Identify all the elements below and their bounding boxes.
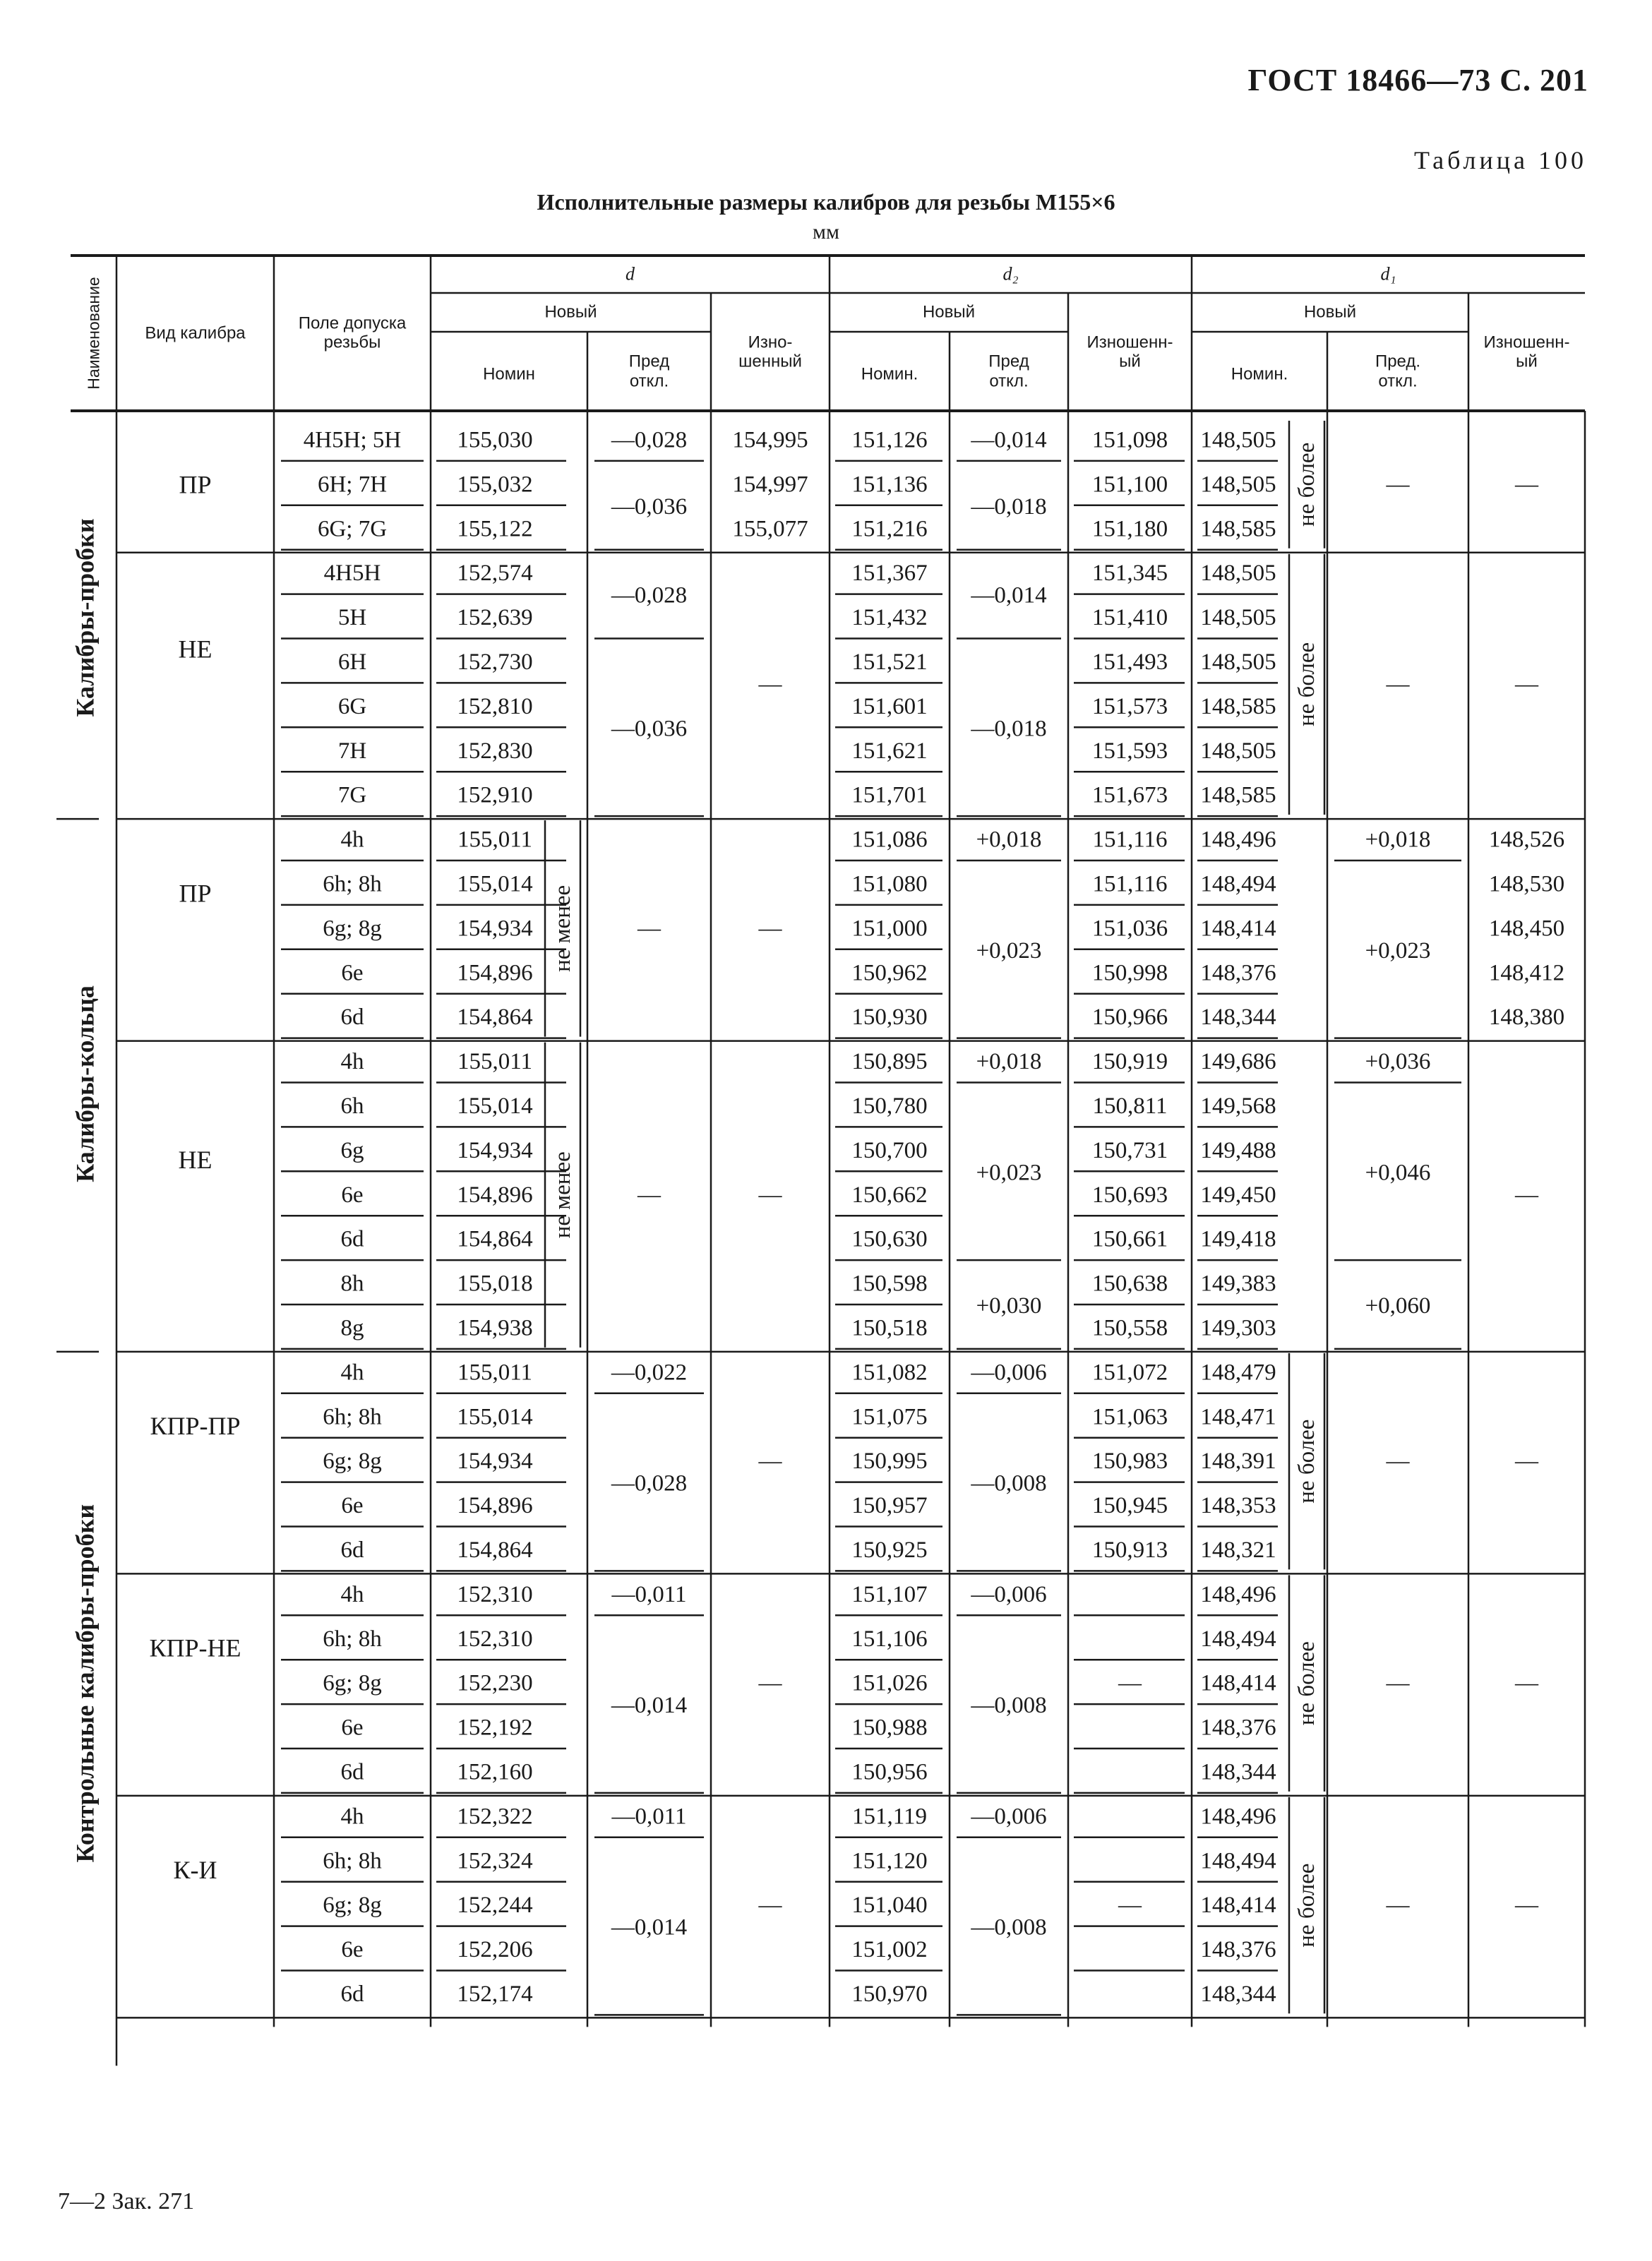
merged-cell-ddev: —0,036: [611, 493, 688, 520]
merged-cell-d2dev: +0,030: [976, 1293, 1042, 1319]
column-header-name: Наименование: [84, 277, 103, 390]
merged-cell-d2dev: —0,014: [971, 582, 1047, 608]
d2-worn-cell: 150,983: [1091, 1449, 1168, 1475]
merged-cell-dw: 154,997: [732, 472, 808, 498]
merged-cell-d2dev: —0,008: [971, 1693, 1047, 1719]
d2-nominal-cell: 151,106: [851, 1626, 928, 1652]
column-header-tolerance: резьбы: [323, 332, 381, 352]
merged-cell-ddev: —0,011: [611, 1804, 687, 1830]
merged-cell-dw: 155,077: [732, 516, 808, 542]
column-header-tolerance: Поле допуска: [298, 313, 407, 333]
column-header-worn: Изношенн-: [1483, 332, 1570, 352]
d1-nominal-cell: 148,344: [1200, 1981, 1276, 2007]
d-nominal-cell: 152,574: [457, 560, 533, 587]
tolerance-cell: 4h: [340, 1581, 364, 1607]
merged-cell-d1dev: +0,018: [1365, 827, 1431, 853]
column-header-d2: d₂: [1002, 263, 1019, 284]
tolerance-cell: 6G: [337, 693, 367, 719]
tolerance-cell: 7H: [337, 738, 367, 764]
d2-nominal-cell: 151,432: [851, 605, 928, 631]
d-nominal-cell: 154,896: [457, 1182, 533, 1208]
merged-cell-d2dev: —0,008: [971, 1470, 1047, 1497]
tolerance-cell: 4H5H: [323, 560, 381, 587]
column-header-new: Новый: [922, 302, 976, 322]
gauge-kind-label: НЕ: [178, 635, 213, 664]
tolerance-cell: 6g; 8g: [323, 916, 382, 942]
d2-worn-cell: 150,966: [1091, 1004, 1168, 1031]
d2-nominal-cell: 151,216: [851, 516, 928, 542]
side-note-nb: не более: [1294, 642, 1319, 726]
d2-worn-cell: 150,998: [1091, 960, 1168, 986]
tolerance-cell: 6g; 8g: [323, 1893, 382, 1919]
d2-worn-cell: 150,913: [1091, 1537, 1168, 1563]
merged-cell-d1dev: +0,060: [1365, 1293, 1431, 1319]
d2-nominal-cell: 151,082: [851, 1360, 928, 1386]
d-nominal-cell: 154,896: [457, 960, 533, 986]
d2-nominal-cell: 150,962: [851, 960, 928, 986]
d-nominal-cell: 154,864: [457, 1537, 533, 1563]
column-header-nominal: Номин.: [861, 364, 918, 384]
d1-nominal-cell: 148,505: [1200, 605, 1276, 631]
column-header-worn: ый: [1119, 352, 1141, 371]
gauge-kind-label: НЕ: [178, 1145, 213, 1174]
d1-nominal-cell: 149,383: [1200, 1271, 1276, 1297]
gauge-kind-label: КПР-НЕ: [149, 1633, 241, 1662]
tolerance-cell: 6d: [340, 1537, 364, 1563]
tolerance-cell: 6h; 8h: [323, 871, 382, 897]
tolerance-cell: 5H: [337, 605, 367, 631]
merged-cell-ddev: —0,022: [611, 1360, 688, 1386]
column-header-new: Новый: [1303, 302, 1357, 322]
gauge-group-label: Калибры-кольца: [71, 985, 100, 1182]
merged-cell-d2dev: +0,018: [976, 827, 1042, 853]
d2-nominal-cell: 151,026: [851, 1670, 928, 1696]
column-header-d1: d₁: [1380, 263, 1396, 284]
d1-nominal-cell: 148,391: [1200, 1449, 1276, 1475]
tolerance-cell: 6g; 8g: [323, 1670, 382, 1696]
column-header-deviation: Пред.: [1375, 352, 1421, 371]
tolerance-cell: 6g; 8g: [323, 1449, 382, 1475]
d-nominal-cell: 152,324: [457, 1848, 533, 1874]
tolerance-cell: 8h: [340, 1271, 364, 1297]
merged-cell-ddev: —: [638, 1182, 661, 1208]
tolerance-cell: 8g: [340, 1315, 364, 1341]
page-footer: 7—2 Зак. 271: [58, 2188, 195, 2214]
d-nominal-cell: 154,938: [457, 1315, 533, 1341]
d2-nominal-cell: 151,136: [851, 472, 928, 498]
d1-nominal-cell: 148,496: [1200, 1804, 1276, 1830]
tolerance-cell: 6G; 7G: [317, 516, 388, 542]
d-nominal-cell: 152,322: [457, 1804, 533, 1830]
merged-cell-dw: —: [758, 1670, 782, 1696]
tolerance-cell: 6H; 7H: [317, 472, 388, 498]
d1-nominal-cell: 148,505: [1200, 738, 1276, 764]
d2-worn-cell: 151,116: [1092, 827, 1168, 853]
d1-nominal-cell: 148,585: [1200, 693, 1276, 719]
column-header-worn: Изношенн-: [1087, 332, 1173, 352]
d-nominal-cell: 152,639: [457, 605, 533, 631]
d-nominal-cell: 154,864: [457, 1004, 533, 1031]
merged-cell-ddev: —0,036: [611, 716, 688, 742]
merged-cell-d1w: —: [1515, 472, 1538, 498]
d-nominal-cell: 155,018: [457, 1271, 533, 1297]
d2-worn-cell: 150,945: [1091, 1493, 1168, 1519]
d-nominal-cell: 152,174: [457, 1981, 533, 2007]
d2-nominal-cell: 150,662: [851, 1182, 928, 1208]
d2-nominal-cell: 151,075: [851, 1404, 928, 1430]
d2-nominal-cell: 150,598: [851, 1271, 928, 1297]
gauge-group-label: Калибры-пробки: [71, 518, 100, 717]
d-nominal-cell: 152,830: [457, 738, 533, 764]
d1-nominal-cell: 148,376: [1200, 1715, 1276, 1741]
merged-cell-d1dev: +0,046: [1365, 1160, 1431, 1186]
d1-worn-cell: 148,530: [1488, 871, 1565, 897]
d-nominal-cell: 155,011: [457, 827, 533, 853]
merged-cell-ddev: —0,028: [611, 1470, 688, 1497]
d1-nominal-cell: 148,505: [1200, 560, 1276, 587]
d2-nominal-cell: 151,521: [851, 649, 928, 675]
d2-worn-cell: 151,410: [1091, 605, 1168, 631]
d-nominal-cell: 154,934: [457, 1137, 533, 1163]
merged-cell-d1w: —: [1515, 1449, 1538, 1475]
d1-nominal-cell: 148,414: [1200, 916, 1276, 942]
tolerance-cell: 6e: [341, 1182, 364, 1208]
document-id: ГОСТ 18466—73 С. 201: [1247, 63, 1588, 97]
d2-worn-cell: 150,693: [1091, 1182, 1168, 1208]
d2-worn-cell: 150,731: [1091, 1137, 1168, 1163]
d1-nominal-cell: 148,344: [1200, 1004, 1276, 1031]
d-nominal-cell: 155,014: [457, 871, 533, 897]
d-nominal-cell: 152,192: [457, 1715, 533, 1741]
d1-nominal-cell: 148,505: [1200, 472, 1276, 498]
merged-cell-d1dev: —: [1386, 472, 1410, 498]
side-note-nb: не более: [1294, 1419, 1319, 1504]
d2-worn-cell: 150,638: [1091, 1271, 1168, 1297]
tolerance-cell: 6g: [340, 1137, 364, 1163]
d2-nominal-cell: 150,970: [851, 1981, 928, 2007]
gauge-kind-label: ПР: [179, 470, 212, 499]
column-header-new: Новый: [544, 302, 597, 322]
d-nominal-cell: 152,810: [457, 693, 533, 719]
gauge-kind-label: ПР: [179, 879, 212, 908]
d1-nominal-cell: 148,494: [1200, 1626, 1276, 1652]
d2-nominal-cell: 150,930: [851, 1004, 928, 1031]
d2-nominal-cell: 151,080: [851, 871, 928, 897]
merged-cell-d2dev: —0,006: [971, 1581, 1047, 1607]
table-title: Исполнительные размеры калибров для резьбы М155×6: [537, 189, 1115, 215]
column-header-deviation: откл.: [629, 371, 669, 391]
tolerance-cell: 4h: [340, 1804, 364, 1830]
d1-nominal-cell: 148,494: [1200, 1848, 1276, 1874]
merged-cell-d1dev: —: [1386, 671, 1410, 697]
d2-nominal-cell: 150,700: [851, 1137, 928, 1163]
d2-worn-cell: 151,036: [1091, 916, 1168, 942]
merged-cell-d2w: —: [1118, 1670, 1142, 1696]
d2-nominal-cell: 151,701: [851, 782, 928, 808]
merged-cell-d1dev: —: [1386, 1893, 1410, 1919]
d-nominal-cell: 155,030: [457, 427, 533, 453]
d-nominal-cell: 154,934: [457, 1449, 533, 1475]
d-nominal-cell: 152,230: [457, 1670, 533, 1696]
d1-nominal-cell: 148,585: [1200, 782, 1276, 808]
d2-worn-cell: 150,919: [1091, 1049, 1168, 1075]
merged-cell-d2w: —: [1118, 1893, 1142, 1919]
d-nominal-cell: 155,011: [457, 1360, 533, 1386]
column-header-kind: Вид калибра: [145, 323, 246, 343]
column-header-worn: шенный: [738, 352, 802, 371]
d1-nominal-cell: 148,376: [1200, 960, 1276, 986]
d1-worn-cell: 148,526: [1488, 827, 1565, 853]
d2-nominal-cell: 151,107: [851, 1581, 928, 1607]
tolerance-cell: 6h; 8h: [323, 1848, 382, 1874]
d2-worn-cell: 150,811: [1092, 1093, 1168, 1119]
merged-cell-dw: 154,995: [732, 427, 808, 453]
merged-cell-d2dev: —0,006: [971, 1360, 1047, 1386]
column-header-nominal: Номин: [483, 364, 535, 384]
d2-nominal-cell: 150,630: [851, 1226, 928, 1252]
d1-nominal-cell: 148,479: [1200, 1360, 1276, 1386]
tolerance-cell: 6d: [340, 1226, 364, 1252]
d1-nominal-cell: 148,471: [1200, 1404, 1276, 1430]
tolerance-cell: 6e: [341, 1715, 364, 1741]
d1-nominal-cell: 148,496: [1200, 827, 1276, 853]
tolerance-cell: 4H5H; 5H: [303, 427, 402, 453]
d2-nominal-cell: 150,780: [851, 1093, 928, 1119]
d-nominal-cell: 155,122: [457, 516, 533, 542]
column-header-deviation: Пред: [988, 352, 1029, 371]
table-number: Таблица 100: [1414, 146, 1587, 174]
merged-cell-d1dev: +0,036: [1365, 1049, 1431, 1075]
tolerance-cell: 6H: [337, 649, 367, 675]
d-nominal-cell: 155,011: [457, 1049, 533, 1075]
side-note-nb: не более: [1294, 1863, 1319, 1948]
tolerance-cell: 6d: [340, 1004, 364, 1031]
d2-nominal-cell: 150,925: [851, 1537, 928, 1563]
d-nominal-cell: 155,014: [457, 1404, 533, 1430]
merged-cell-d2dev: +0,023: [976, 937, 1042, 964]
d1-worn-cell: 148,380: [1488, 1004, 1565, 1031]
gauge-group-label: Контрольные калибры-пробки: [71, 1504, 100, 1863]
d1-nominal-cell: 148,321: [1200, 1537, 1276, 1563]
d2-nominal-cell: 151,621: [851, 738, 928, 764]
column-header-worn: ый: [1516, 352, 1538, 371]
merged-cell-d1w: —: [1515, 1182, 1538, 1208]
d-nominal-cell: 154,896: [457, 1493, 533, 1519]
d1-nominal-cell: 148,496: [1200, 1581, 1276, 1607]
tolerance-cell: 6d: [340, 1981, 364, 2007]
d-nominal-cell: 154,864: [457, 1226, 533, 1252]
d-nominal-cell: 155,032: [457, 472, 533, 498]
d1-nominal-cell: 148,344: [1200, 1759, 1276, 1785]
d1-worn-cell: 148,450: [1488, 916, 1565, 942]
d1-nominal-cell: 148,505: [1200, 427, 1276, 453]
d2-nominal-cell: 150,995: [851, 1449, 928, 1475]
d2-nominal-cell: 150,895: [851, 1049, 928, 1075]
d2-nominal-cell: 151,040: [851, 1893, 928, 1919]
merged-cell-ddev: —0,028: [611, 582, 688, 608]
d1-nominal-cell: 148,376: [1200, 1937, 1276, 1963]
gauge-kind-label: КПР-ПР: [150, 1412, 241, 1441]
d-nominal-cell: 154,934: [457, 916, 533, 942]
d2-worn-cell: 151,116: [1092, 871, 1168, 897]
d1-nominal-cell: 149,488: [1200, 1137, 1276, 1163]
d2-nominal-cell: 151,120: [851, 1848, 928, 1874]
tolerance-cell: 4h: [340, 827, 364, 853]
d2-worn-cell: 151,180: [1091, 516, 1168, 542]
d2-nominal-cell: 150,518: [851, 1315, 928, 1341]
column-header-worn: Изно-: [748, 332, 793, 352]
d1-nominal-cell: 148,414: [1200, 1670, 1276, 1696]
merged-cell-ddev: —0,014: [611, 1914, 688, 1941]
d-nominal-cell: 152,310: [457, 1626, 533, 1652]
tolerance-cell: 6e: [341, 1937, 364, 1963]
tolerance-cell: 6e: [341, 960, 364, 986]
merged-cell-d2dev: —0,006: [971, 1804, 1047, 1830]
d2-nominal-cell: 150,956: [851, 1759, 928, 1785]
merged-cell-d2dev: +0,023: [976, 1160, 1042, 1186]
d-nominal-cell: 152,160: [457, 1759, 533, 1785]
column-header-deviation: Пред: [628, 352, 670, 371]
d1-nominal-cell: 148,494: [1200, 871, 1276, 897]
d2-nominal-cell: 151,002: [851, 1937, 928, 1963]
merged-cell-d2dev: —0,014: [971, 427, 1047, 453]
d2-nominal-cell: 151,367: [851, 560, 928, 587]
column-header-nominal: Номин.: [1231, 364, 1288, 384]
merged-cell-d1w: —: [1515, 1893, 1538, 1919]
d1-nominal-cell: 149,303: [1200, 1315, 1276, 1341]
d2-nominal-cell: 151,000: [851, 916, 928, 942]
tolerance-cell: 6e: [341, 1493, 364, 1519]
d2-worn-cell: 150,558: [1091, 1315, 1168, 1341]
d1-nominal-cell: 149,686: [1200, 1049, 1276, 1075]
merged-cell-dw: —: [758, 671, 782, 697]
d1-nominal-cell: 149,418: [1200, 1226, 1276, 1252]
merged-cell-dw: —: [758, 1893, 782, 1919]
merged-cell-d2dev: —0,018: [971, 493, 1047, 520]
column-header-deviation: откл.: [1378, 371, 1418, 391]
d2-worn-cell: 151,100: [1091, 472, 1168, 498]
tolerance-cell: 6h: [340, 1093, 364, 1119]
merged-cell-ddev: —: [638, 916, 661, 942]
side-note-nm: не менее: [550, 1151, 575, 1239]
merged-cell-dw: —: [758, 1449, 782, 1475]
tolerance-cell: 4h: [340, 1049, 364, 1075]
d2-worn-cell: 150,661: [1091, 1226, 1168, 1252]
merged-cell-d2dev: —0,008: [971, 1914, 1047, 1941]
d2-nominal-cell: 151,119: [851, 1804, 928, 1830]
merged-cell-dw: —: [758, 1182, 782, 1208]
merged-cell-d2dev: +0,018: [976, 1049, 1042, 1075]
d2-worn-cell: 151,573: [1091, 693, 1168, 719]
merged-cell-d1dev: +0,023: [1365, 937, 1431, 964]
d2-worn-cell: 151,072: [1091, 1360, 1168, 1386]
d2-worn-cell: 151,345: [1091, 560, 1168, 587]
merged-cell-d2dev: —0,018: [971, 716, 1047, 742]
d2-nominal-cell: 151,601: [851, 693, 928, 719]
gauge-kind-label: К-И: [173, 1856, 217, 1885]
side-note-nb: не более: [1294, 442, 1319, 527]
d1-nominal-cell: 149,568: [1200, 1093, 1276, 1119]
merged-cell-d1dev: —: [1386, 1670, 1410, 1696]
merged-cell-d1w: —: [1515, 1670, 1538, 1696]
d-nominal-cell: 152,910: [457, 782, 533, 808]
d1-nominal-cell: 148,414: [1200, 1893, 1276, 1919]
merged-cell-dw: —: [758, 916, 782, 942]
tolerance-cell: 4h: [340, 1360, 364, 1386]
d2-worn-cell: 151,493: [1091, 649, 1168, 675]
d2-nominal-cell: 151,086: [851, 827, 928, 853]
merged-cell-ddev: —0,028: [611, 427, 688, 453]
d-nominal-cell: 152,310: [457, 1581, 533, 1607]
side-note-nb: не более: [1294, 1641, 1319, 1726]
tolerance-cell: 6d: [340, 1759, 364, 1785]
column-header-deviation: откл.: [989, 371, 1029, 391]
table-unit: мм: [813, 220, 839, 244]
d2-worn-cell: 151,593: [1091, 738, 1168, 764]
d2-worn-cell: 151,098: [1091, 427, 1168, 453]
d1-nominal-cell: 148,353: [1200, 1493, 1276, 1519]
merged-cell-d1w: —: [1515, 671, 1538, 697]
d-nominal-cell: 155,014: [457, 1093, 533, 1119]
d2-nominal-cell: 150,957: [851, 1493, 928, 1519]
d1-nominal-cell: 149,450: [1200, 1182, 1276, 1208]
d-nominal-cell: 152,206: [457, 1937, 533, 1963]
d2-nominal-cell: 150,988: [851, 1715, 928, 1741]
d1-worn-cell: 148,412: [1488, 960, 1565, 986]
tolerance-cell: 7G: [337, 782, 367, 808]
merged-cell-d1dev: —: [1386, 1449, 1410, 1475]
d-nominal-cell: 152,730: [457, 649, 533, 675]
d2-nominal-cell: 151,126: [851, 427, 928, 453]
merged-cell-ddev: —0,014: [611, 1693, 688, 1719]
d2-worn-cell: 151,673: [1091, 782, 1168, 808]
merged-cell-ddev: —0,011: [611, 1581, 687, 1607]
d2-worn-cell: 151,063: [1091, 1404, 1168, 1430]
d-nominal-cell: 152,244: [457, 1893, 533, 1919]
d1-nominal-cell: 148,585: [1200, 516, 1276, 542]
d1-nominal-cell: 148,505: [1200, 649, 1276, 675]
tolerance-cell: 6h; 8h: [323, 1626, 382, 1652]
tolerance-cell: 6h; 8h: [323, 1404, 382, 1430]
side-note-nm: не менее: [550, 884, 575, 972]
column-header-d: d: [626, 263, 635, 284]
